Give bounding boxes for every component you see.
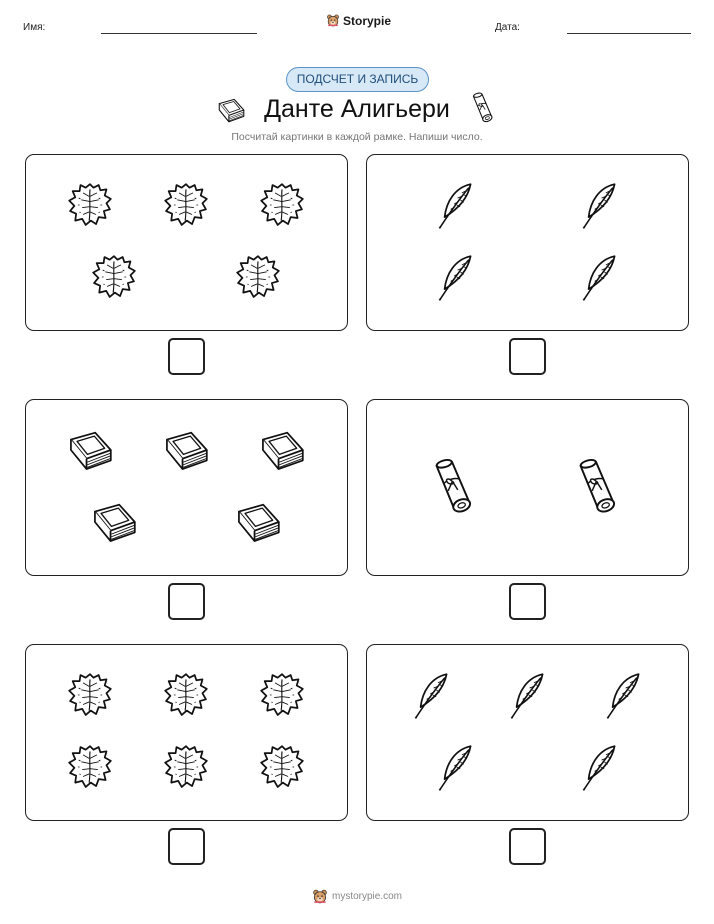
- count-box-6: [366, 644, 689, 821]
- book-icon: [64, 424, 116, 476]
- quill-icon: [501, 669, 553, 721]
- date-field[interactable]: [567, 33, 691, 34]
- count-box-5: [25, 644, 348, 821]
- answer-box-4[interactable]: [509, 583, 546, 620]
- count-box-4: [366, 399, 689, 576]
- count-box-1: [25, 154, 348, 331]
- book-icon: [160, 424, 212, 476]
- hide-icon: [256, 741, 308, 793]
- hide-icon: [64, 741, 116, 793]
- bear-logo-icon: [312, 888, 328, 905]
- name-field[interactable]: [101, 33, 257, 34]
- quill-icon: [405, 669, 457, 721]
- bear-logo-icon: [326, 13, 340, 28]
- hide-icon: [232, 251, 284, 303]
- scroll-icon: [466, 92, 498, 124]
- quill-icon: [597, 669, 649, 721]
- quill-icon: [573, 179, 625, 231]
- footer-url[interactable]: mystorypie.com: [331, 890, 402, 902]
- footer: [0, 885, 714, 907]
- activity-badge: ПОДСЧЕТ И ЗАПИСЬ: [286, 67, 429, 92]
- quill-icon: [429, 251, 481, 303]
- count-box-2: [366, 154, 689, 331]
- worksheet-header: [0, 0, 714, 50]
- hide-icon: [160, 179, 212, 231]
- scroll-icon: [423, 454, 481, 520]
- book-icon: [88, 496, 140, 548]
- hide-icon: [160, 669, 212, 721]
- book-icon: [232, 496, 284, 548]
- quill-icon: [429, 179, 481, 231]
- quill-icon: [573, 251, 625, 303]
- hide-icon: [64, 179, 116, 231]
- scroll-icon: [567, 454, 625, 520]
- quill-icon: [573, 741, 625, 793]
- brand-logo: [326, 13, 391, 28]
- hide-icon: [160, 741, 212, 793]
- title-row: [0, 92, 714, 128]
- hide-icon: [88, 251, 140, 303]
- name-label: Имя:: [23, 22, 46, 33]
- instructions: Посчитай картинки в каждой рамке. Напиши число.: [231, 131, 483, 143]
- answer-box-3[interactable]: [168, 583, 205, 620]
- page-title: Данте Алигьери: [264, 95, 450, 123]
- answer-box-6[interactable]: [509, 828, 546, 865]
- brand-name: Storypie: [343, 13, 392, 28]
- date-label: Дата:: [495, 22, 520, 33]
- count-box-3: [25, 399, 348, 576]
- answer-box-1[interactable]: [168, 338, 205, 375]
- book-icon: [256, 424, 308, 476]
- answer-box-2[interactable]: [509, 338, 546, 375]
- answer-box-5[interactable]: [168, 828, 205, 865]
- hide-icon: [64, 669, 116, 721]
- quill-icon: [429, 741, 481, 793]
- hide-icon: [256, 669, 308, 721]
- hide-icon: [256, 179, 308, 231]
